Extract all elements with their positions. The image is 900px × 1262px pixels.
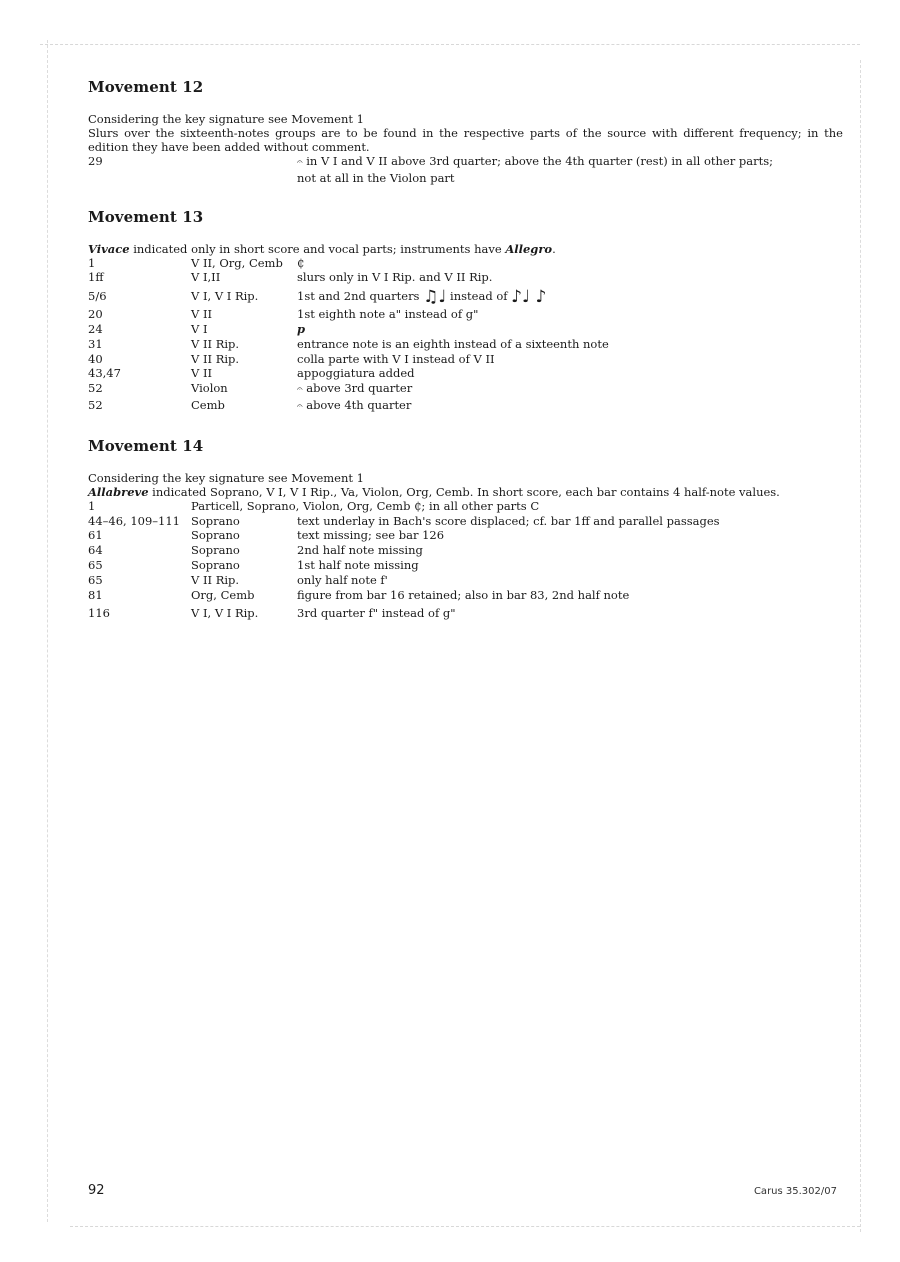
movement-12-section	[88, 78, 843, 186]
bar-number: 1ff	[88, 270, 104, 285]
movement-14-section	[88, 437, 843, 624]
note-figure-icon: ♪♩ ♪	[511, 287, 547, 308]
part-name: Soprano	[191, 513, 240, 528]
scan-edge-top	[40, 44, 860, 45]
part-name: V I, V I Rip.	[191, 289, 259, 304]
movement-14-row	[88, 514, 843, 529]
scan-edge-bottom	[70, 1226, 860, 1227]
movement-13-title: Movement 13	[88, 207, 204, 226]
bar-number: 52	[88, 397, 103, 412]
movement-12-continuation-row	[88, 171, 843, 186]
bar-number: 52	[88, 381, 103, 396]
comment: text underlay in Bach's score displaced; cf. bar 1ff and parallel passages	[297, 513, 720, 528]
part-name: V II, Org, Cemb	[191, 255, 283, 270]
comment: 1st and 2nd quarters ♫♩ instead of ♪♩ ♪	[297, 287, 547, 308]
movement-12-line2: Slurs over the sixteenth-notes groups are to be found in the respective parts of the source with different frequency; in the edition they have been added without comment.	[88, 126, 843, 154]
comment: ₵	[297, 255, 305, 270]
part-name: V I	[191, 321, 208, 336]
bar-number: 61	[88, 528, 103, 543]
part-name: Violon	[191, 381, 228, 396]
movement-14-row	[88, 604, 843, 623]
movement-12-row	[88, 154, 843, 171]
bar-number: 65	[88, 557, 103, 572]
movement-13-section	[88, 208, 843, 415]
fermata-icon: 𝄐	[297, 384, 303, 396]
part-name: V II	[191, 366, 213, 381]
page-content	[88, 78, 843, 645]
part-name: Org, Cemb	[191, 587, 255, 602]
comment: entrance note is an eighth instead of a sixteenth note	[297, 336, 609, 351]
comment: 𝄐 above 4th quarter	[297, 397, 412, 412]
movement-13-row	[88, 352, 843, 367]
part-name: Soprano	[191, 557, 240, 572]
movement-13-intro: Vivace indicated only in short score and vocal parts; instruments have Allegro.	[88, 241, 556, 256]
movement-13-row	[88, 366, 843, 381]
movement-14-line2: Allabreve indicated Soprano, V I, V I Rip., Va, Violon, Org, Cemb. In short score, each bar contains 4 half-note values.	[88, 484, 780, 499]
movement-13-row	[88, 398, 843, 415]
part-name: V I, V I Rip.	[191, 606, 259, 621]
comment: figure from bar 16 retained; also in bar 83, 2nd half note	[297, 587, 630, 602]
comment: 𝄐 above 3rd quarter	[297, 381, 413, 396]
comment	[297, 322, 843, 337]
bar-number: 20	[88, 307, 103, 322]
bar-number: 5/6	[88, 289, 107, 304]
movement-13-row	[88, 381, 843, 398]
bar-number: 1	[88, 498, 96, 513]
movement-13-row	[88, 256, 843, 271]
comment: 1st eighth note a" instead of g"	[297, 307, 479, 322]
movement-14-line1: Considering the key signature see Movement 1	[88, 470, 364, 485]
note-figure-icon: ♫♩	[423, 287, 447, 308]
part-name	[191, 154, 297, 171]
part-name: Particell, Soprano, Violon, Org, Cemb ₵; in all other parts C	[191, 498, 540, 513]
comment: 𝄐 in V I and V II above 3rd quarter; above the 4th quarter (rest) in all other parts;	[297, 154, 773, 168]
movement-14-row	[88, 528, 843, 543]
comment: colla parte with V I instead of V II	[297, 351, 495, 366]
part-name: V II Rip.	[191, 572, 240, 587]
movement-12-line1: Considering the key signature see Movement 1	[88, 112, 364, 126]
bar-number: 65	[88, 572, 103, 587]
part-name: Soprano	[191, 528, 240, 543]
bar-number: 31	[88, 336, 103, 351]
bar-number: 40	[88, 351, 103, 366]
scan-edge-left	[47, 40, 48, 1222]
bar-number: 44–46, 109–111	[88, 513, 180, 528]
movement-13-row	[88, 337, 843, 352]
comment: slurs only in V I Rip. and V II Rip.	[297, 270, 493, 285]
part-name: V II Rip.	[191, 351, 240, 366]
comment: text missing; see bar 126	[297, 528, 445, 543]
comment: only half note f'	[297, 572, 388, 587]
movement-13-row	[88, 307, 843, 322]
bar-number: 1	[88, 255, 96, 270]
part-name: Soprano	[191, 543, 240, 558]
movement-14-row	[88, 573, 843, 588]
movement-14-row	[88, 499, 843, 514]
fermata-icon: 𝄐	[297, 400, 303, 412]
movement-12-title: Movement 12	[88, 78, 204, 96]
dynamic-mark: p	[297, 321, 306, 336]
movement-14-row	[88, 558, 843, 573]
comment: appoggiatura added	[297, 366, 415, 381]
part-name: V II	[191, 307, 213, 322]
bar-number: 116	[88, 606, 110, 621]
movement-13-row	[88, 287, 843, 307]
comment: 2nd half note missing	[297, 543, 423, 558]
bar-number: 64	[88, 543, 103, 558]
fermata-icon: 𝄐	[297, 157, 303, 168]
part-name: Cemb	[191, 397, 225, 412]
movement-13-row	[88, 322, 843, 337]
page-number: 92	[88, 1183, 105, 1198]
bar-number: 24	[88, 321, 103, 336]
bar-number: 43,47	[88, 366, 121, 381]
movement-14-title: Movement 14	[88, 436, 204, 455]
comment: 1st half note missing	[297, 557, 419, 572]
bar-number: 29	[88, 154, 103, 168]
part-name: V I,II	[191, 270, 221, 285]
movement-14-row	[88, 543, 843, 558]
scan-edge-right	[860, 60, 861, 1232]
comment-continuation: not at all in the Violon part	[297, 170, 455, 185]
movement-14-row	[88, 588, 843, 603]
publisher-reference: Carus 35.302/07	[753, 1186, 837, 1197]
bar-number: 81	[88, 587, 103, 602]
part-name: V II Rip.	[191, 336, 240, 351]
comment: 3rd quarter f" instead of g"	[297, 606, 456, 621]
movement-13-row	[88, 270, 843, 285]
